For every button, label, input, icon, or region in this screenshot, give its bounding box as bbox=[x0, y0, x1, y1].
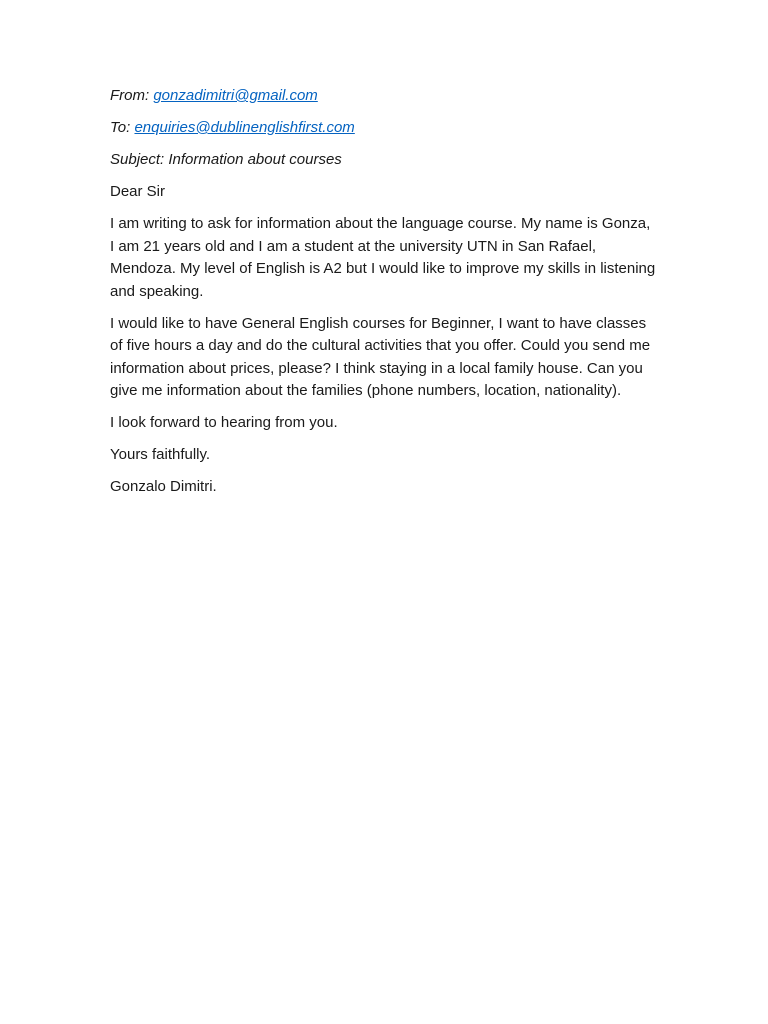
from-label: From: bbox=[110, 87, 150, 104]
subject-label: Subject: bbox=[110, 151, 165, 168]
to-email-link[interactable]: enquiries@dublinenglishfirst.com bbox=[134, 119, 355, 136]
to-label: To: bbox=[110, 119, 131, 136]
closing: Yours faithfully. bbox=[110, 446, 211, 463]
salutation: Dear Sir bbox=[110, 183, 166, 200]
subject-line bbox=[110, 149, 658, 172]
body-paragraph-closing-remark: I look forward to hearing from you. bbox=[110, 414, 338, 431]
from-line bbox=[110, 85, 658, 108]
from-email-link[interactable]: gonzadimitri@gmail.com bbox=[153, 87, 318, 104]
signature: Gonzalo Dimitri. bbox=[110, 478, 217, 495]
email-letter bbox=[110, 85, 658, 508]
to-line bbox=[110, 117, 658, 140]
body-paragraph-request: I would like to have General English courses for Beginner, I want to have classes of five hours a day and do the cultural activities that you offer. Could you send me information about prices, please? I think staying in a local family house. Can you give me information about the families (phone numbers, location, nationality). bbox=[110, 314, 651, 399]
subject-text: Information about courses bbox=[168, 151, 342, 168]
body-paragraph-intro: I am writing to ask for information about the language course. My name is Gonza, I am 21 years old and I am a student at the university UTN in San Rafael, Mendoza. My level of English is A2 but I would like to improve my skills in listening and speaking. bbox=[110, 215, 656, 300]
